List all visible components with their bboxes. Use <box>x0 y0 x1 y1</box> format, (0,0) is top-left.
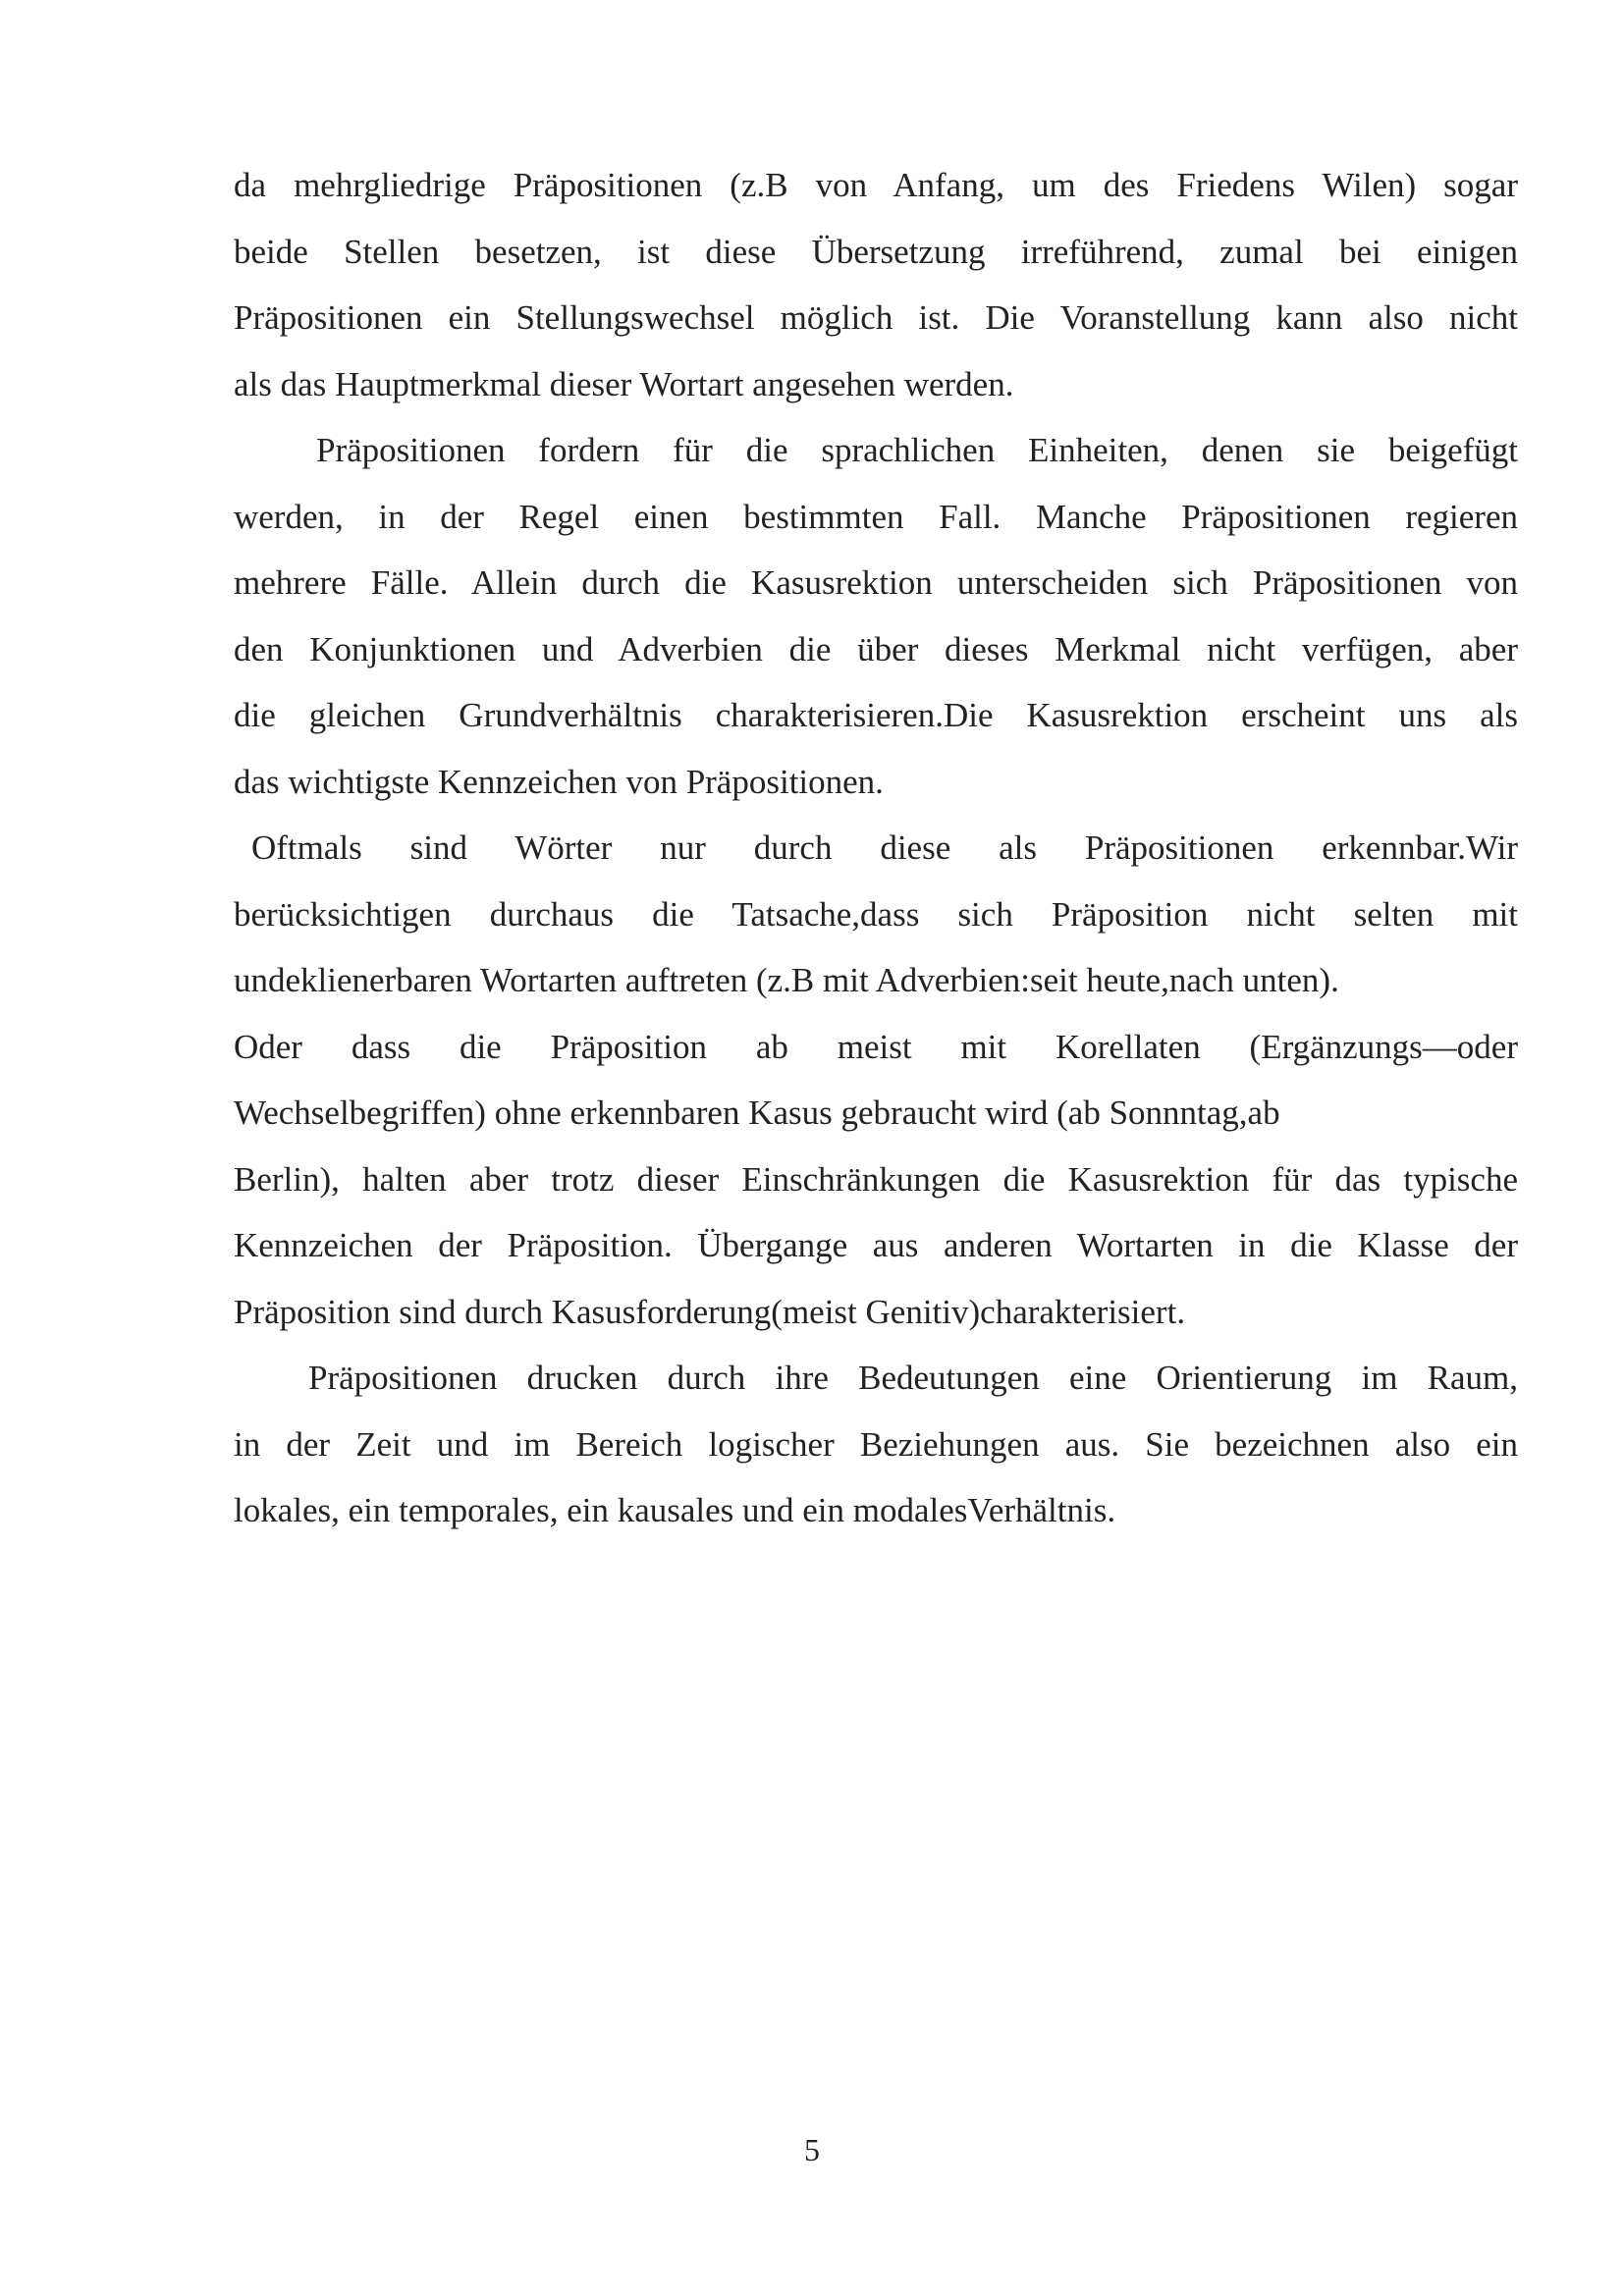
text-line: Oftmals sind Wörter nur durch diese als Präpositionen erkennbar.Wir <box>251 828 1518 867</box>
text-line: da mehrgliedrige Präpositionen (z.B von Anfang, um des Friedens Wilen) sogar <box>234 166 1518 204</box>
text-line: Präpositionen ein Stellungswechsel möglich ist. Die Voranstellung kann also nicht <box>234 298 1518 337</box>
text-line: als das Hauptmerkmal dieser Wortart angesehen werden. <box>234 364 1014 403</box>
text-line: mehrere Fälle. Allein durch die Kasusrektion unterscheiden sich Präpositionen von <box>234 563 1518 602</box>
text-line: Präpositionen drucken durch ihre Bedeutungen eine Orientierung im Raum, <box>308 1359 1518 1397</box>
body-text <box>234 152 1518 1544</box>
text-line: Oder dass die Präposition ab meist mit Korellaten (Ergänzungs—oder <box>234 1027 1518 1066</box>
text-line: den Konjunktionen und Adverbien die über dieses Merkmal nicht verfügen, aber <box>234 629 1518 668</box>
page-number: 5 <box>804 2132 820 2167</box>
text-line: berücksichtigen durchaus die Tatsache,dass sich Präposition nicht selten mit <box>234 894 1518 934</box>
text-line: Kennzeichen der Präposition. Übergange aus anderen Wortarten in die Klasse der <box>234 1226 1518 1264</box>
text-line: Berlin), halten aber trotz dieser Einschränkungen die Kasusrektion für das typische <box>234 1159 1518 1199</box>
text-line: werden, in der Regel einen bestimmten Fall. Manche Präpositionen regieren <box>234 497 1518 536</box>
text-line: die gleichen Grundverhältnis charakterisieren.Die Kasusrektion erscheint uns als <box>234 696 1518 734</box>
text-line: in der Zeit und im Bereich logischer Beziehungen aus. Sie bezeichnen also ein <box>234 1424 1518 1464</box>
text-line: undeklienerbaren Wortarten auftreten (z.B mit Adverbien:seit heute,nach unten). <box>234 961 1339 999</box>
text-line: beide Stellen besetzen, ist diese Übersetzung irreführend, zumal bei einigen <box>234 232 1518 271</box>
text-line: Präposition sind durch Kasusforderung(meist Genitiv)charakterisiert. <box>234 1292 1186 1331</box>
text-line: lokales, ein temporales, ein kausales und ein modalesVerhältnis. <box>234 1491 1116 1529</box>
text-line: das wichtigste Kennzeichen von Präpositionen. <box>234 762 884 801</box>
text-line: Wechselbegriffen) ohne erkennbaren Kasus gebraucht wird (ab Sonnntag,ab <box>234 1094 1280 1132</box>
text-line: Präpositionen fordern für die sprachlichen Einheiten, denen sie beigefügt <box>316 431 1518 469</box>
